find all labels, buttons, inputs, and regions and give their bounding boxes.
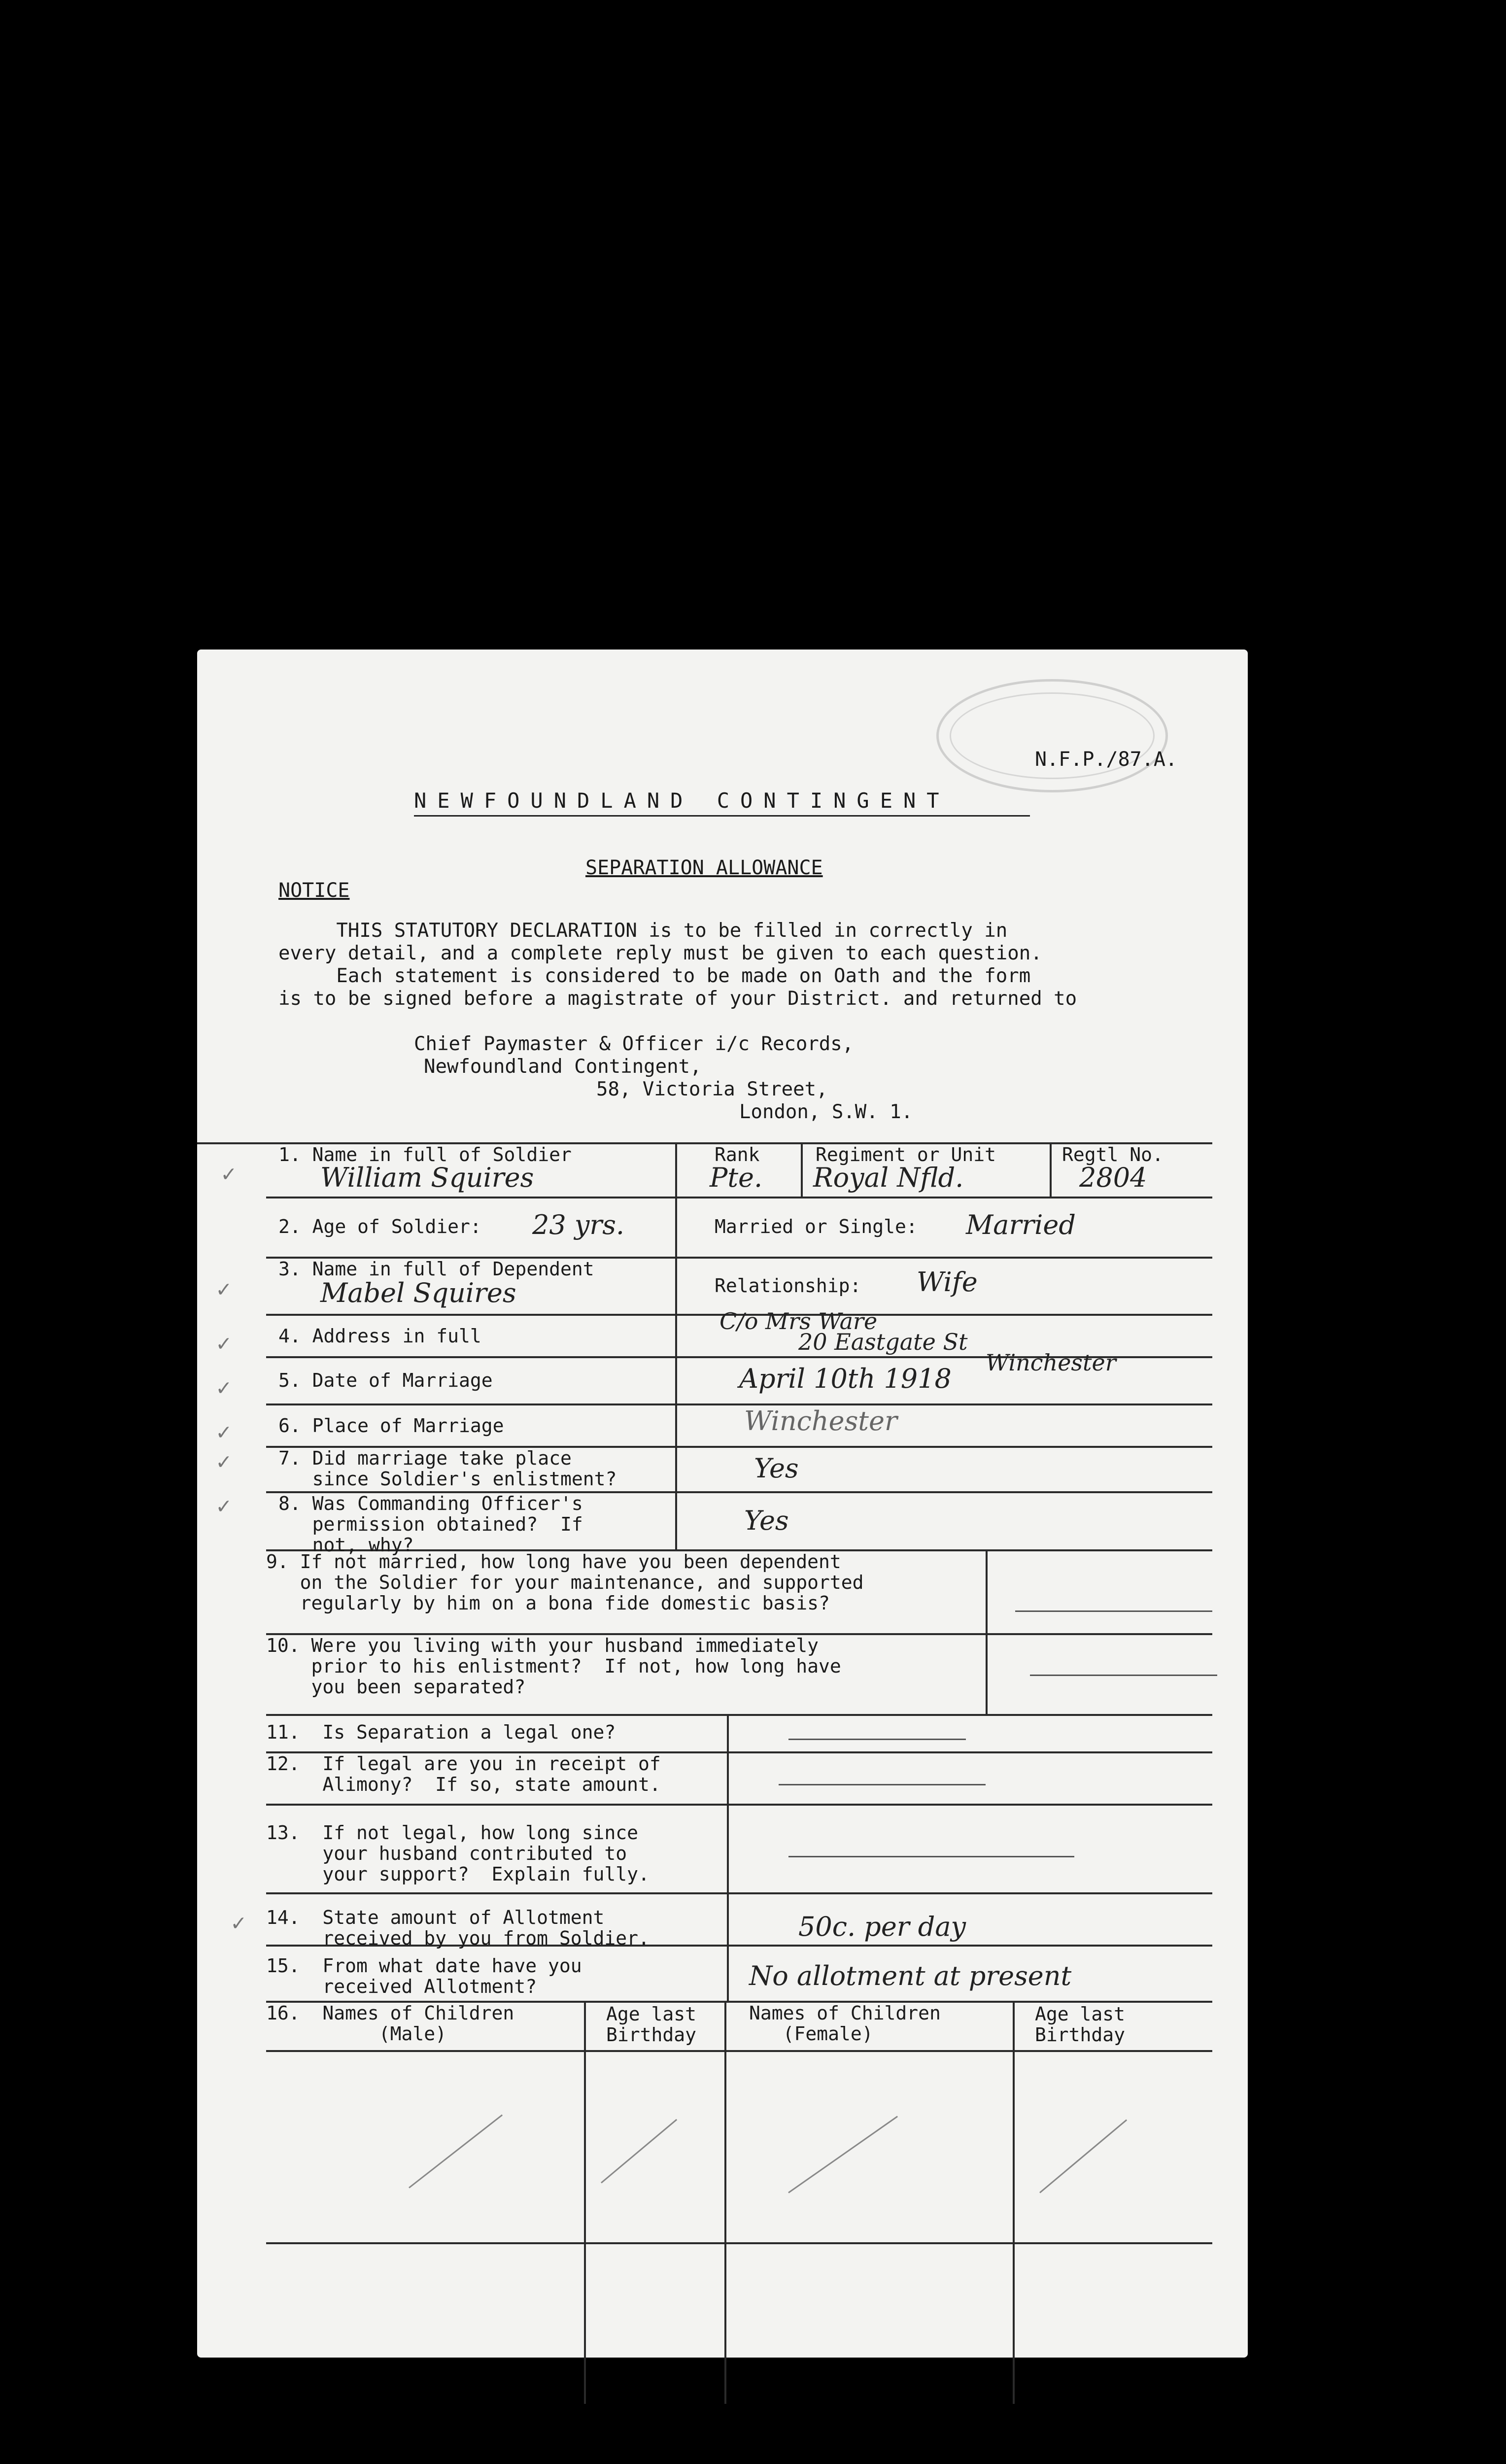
q10-blank: [1030, 1675, 1217, 1676]
title-underline: [414, 815, 1030, 817]
check-mark: ✓: [217, 1275, 231, 1302]
regtl-label: Regtl No.: [1062, 1144, 1164, 1165]
rule: [266, 1197, 1212, 1198]
notice-heading: NOTICE: [278, 879, 350, 902]
regiment-value: Royal Nfld.: [813, 1162, 964, 1193]
q11-label: 11. Is Separation a legal one?: [266, 1721, 616, 1743]
col-rule: [584, 2001, 586, 2404]
age-last-birthday-label-2: Age last Birthday: [1035, 2003, 1126, 2046]
col-rule: [727, 1714, 729, 2001]
q12-label: 12. If legal are you in receipt of Alimony? If so, state amount.: [266, 1753, 661, 1795]
check-mark: ✓: [222, 1160, 236, 1187]
address-line-1: Chief Paymaster & Officer i/c Records,: [414, 1033, 854, 1055]
q4-value-line3: Winchester: [986, 1349, 1116, 1376]
q3-value: Mabel Squires: [320, 1277, 516, 1308]
q3-label: 3. Name in full of Dependent: [278, 1258, 594, 1280]
q1-value: William Squires: [320, 1162, 534, 1193]
check-mark: ✓: [217, 1330, 231, 1356]
regtl-value: 2804: [1079, 1162, 1147, 1193]
address-line-3: 58, Victoria Street,: [596, 1078, 828, 1100]
q15-value: No allotment at present: [749, 1960, 1072, 1991]
q1-label: 1. Name in full of Soldier: [278, 1144, 572, 1165]
col-rule: [986, 1549, 988, 1714]
check-mark: ✓: [217, 1448, 231, 1474]
col-rule: [675, 1142, 677, 1549]
rule: [266, 1804, 1212, 1806]
q7-label: 7. Did marriage take place since Soldier's enlistment?: [278, 1447, 617, 1490]
address-line-2: Newfoundland Contingent,: [424, 1056, 702, 1078]
q12-blank: [779, 1784, 986, 1785]
q6-label: 6. Place of Marriage: [278, 1415, 504, 1437]
regiment-label: Regiment or Unit: [816, 1144, 996, 1165]
rank-label: Rank: [715, 1144, 760, 1165]
form-reference: N.F.P./87.A.: [1035, 748, 1177, 771]
children-male-label: 16. Names of Children (Male): [266, 2002, 514, 2045]
form-subtitle: SEPARATION ALLOWANCE: [585, 856, 823, 879]
declaration-form: [197, 650, 1248, 2358]
q9-label: 9. If not married, how long have you been dependent on the Soldier for your maintenance, and supported regularly by him on a bona fide domestic basis?: [266, 1551, 864, 1614]
relationship-value: Wife: [917, 1266, 978, 1298]
q2-label: 2. Age of Soldier:: [278, 1216, 481, 1237]
q14-value: 50c. per day: [798, 1911, 966, 1942]
q13-label: 13. If not legal, how long since your husband contributed to your support? Explain fully.: [266, 1822, 650, 1885]
q5-value: April 10th 1918: [739, 1363, 952, 1394]
q8-value: Yes: [744, 1505, 789, 1536]
married-value: Married: [966, 1209, 1076, 1240]
cancel-stroke: [788, 2116, 898, 2193]
q4-value-line2: 20 Eastgate St: [798, 1329, 968, 1355]
record-office-stamp: [936, 679, 1168, 792]
check-mark: ✓: [217, 1492, 231, 1519]
cancel-stroke: [601, 2119, 677, 2184]
check-mark: ✓: [232, 1909, 245, 1936]
q6-value: Winchester: [744, 1405, 897, 1437]
check-mark: ✓: [217, 1418, 231, 1445]
q11-blank: [788, 1739, 966, 1740]
cancel-stroke: [1039, 2120, 1127, 2193]
notice-paragraph: THIS STATUTORY DECLARATION is to be filled in correctly in every detail, and a complete reply must be given to each question. Each statement is considered to be made on Oath and the form is to be signed before a magistrate of your District. and returned to: [278, 920, 1077, 1010]
rule: [266, 2050, 1212, 2052]
check-mark: ✓: [217, 1374, 231, 1401]
cancel-stroke: [409, 2115, 503, 2189]
q14-label: 14. State amount of Allotment received by you from Soldier.: [266, 1907, 650, 1949]
q4-value-line1: C/o Mrs Ware: [719, 1308, 878, 1335]
q15-label: 15. From what date have you received Allotment?: [266, 1955, 582, 1997]
age-last-birthday-label: Age last Birthday: [606, 2003, 697, 2046]
q5-label: 5. Date of Marriage: [278, 1369, 493, 1391]
q9-blank: [1015, 1610, 1212, 1612]
col-rule: [724, 2001, 726, 2404]
col-rule: [1013, 2001, 1015, 2404]
col-rule: [801, 1142, 803, 1197]
rule: [266, 1714, 1212, 1716]
q13-blank: [788, 1856, 1074, 1857]
q10-label: 10. Were you living with your husband immediately prior to his enlistment? If not, how long have you been separated?: [266, 1635, 841, 1698]
married-label: Married or Single:: [715, 1216, 918, 1237]
rule: [266, 2242, 1212, 2244]
children-female-label: Names of Children (Female): [749, 2002, 941, 2045]
q2-value: 23 yrs.: [532, 1209, 625, 1240]
rule: [266, 1892, 1212, 1894]
rank-value: Pte.: [710, 1162, 763, 1193]
q4-label: 4. Address in full: [278, 1325, 481, 1347]
rule: [266, 1403, 1212, 1405]
address-line-4: London, S.W. 1.: [739, 1101, 913, 1123]
relationship-label: Relationship:: [715, 1275, 861, 1297]
q8-label: 8. Was Commanding Officer's permission obtained? If not, why?: [278, 1493, 583, 1556]
col-rule: [1050, 1142, 1052, 1197]
form-title: NEWFOUNDLAND CONTINGENT: [414, 788, 950, 813]
q7-value: Yes: [754, 1453, 799, 1484]
